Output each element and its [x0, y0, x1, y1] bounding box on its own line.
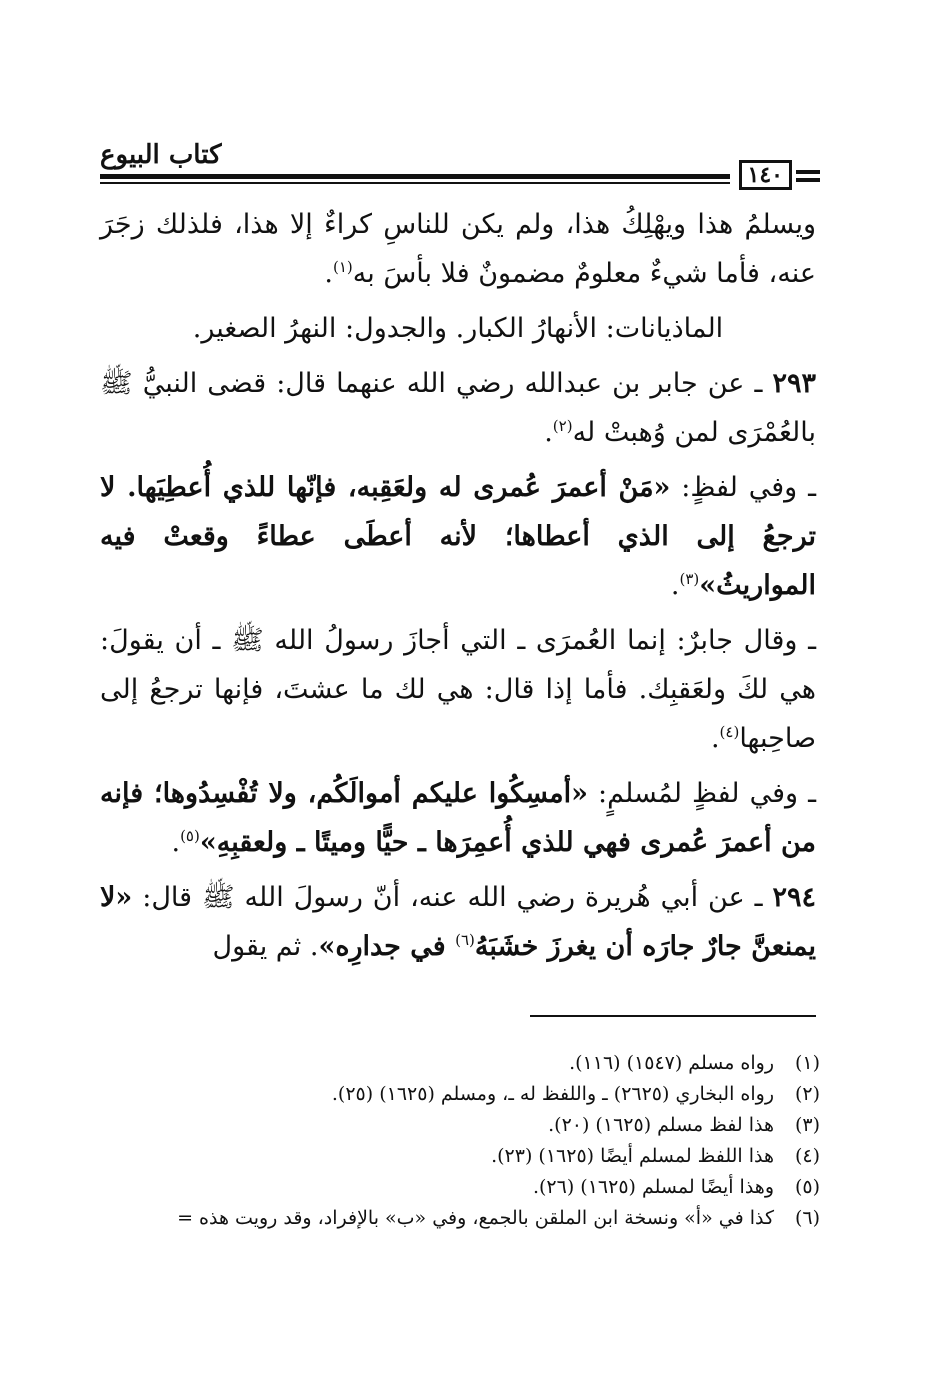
header-rule-thin: [100, 182, 730, 184]
quote-text: «أمسِكُوا عليكم أموالَكُم، ولا تُفْسِدُوها؛ فإنه من أعمرَ عُمرى فهي للذي أُعمِرَها ـ حيًّا وميتًا ـ ولعقبِهِ»: [100, 778, 816, 858]
paragraph-text: ـ عن جابر بن عبدالله رضي الله عنهما قال: قضى النبيُّ ﷺ بالعُمْرَى لمن وُهبتْ له: [100, 368, 816, 448]
paragraph-text: . ثم يقول: [212, 931, 319, 962]
footnote-number: (٣): [794, 1114, 820, 1136]
paragraph-text: ـ وقال جابرٌ: إنما العُمرَى ـ التي أجازَ رسولُ الله ﷺ ـ أن يقولَ: هي لكَ ولعَقبِك. فأما إذا قال: هي لك ما عشتَ، فإنها ترجعُ إلى صاحِبها: [100, 625, 816, 754]
footnote-text: رواه مسلم (١٥٤٧) (١١٦).: [569, 1052, 774, 1074]
punct: .: [171, 827, 181, 858]
footnote-ref: (١): [332, 258, 353, 276]
punct: .: [324, 258, 333, 289]
paragraph: [100, 200, 816, 298]
footnotes: [100, 1048, 820, 1234]
hadith-number: ٢٩٣: [772, 368, 816, 399]
hadith-number: ٢٩٤: [772, 882, 816, 913]
hadith-294: [100, 873, 816, 971]
paragraph-text: ـ وفي لفظٍ لمُسلمٍ:: [588, 778, 816, 809]
paragraph: [100, 616, 816, 763]
punct: .: [670, 570, 680, 601]
footnote-text: هذا لفظ مسلم (١٦٢٥) (٢٠).: [548, 1114, 774, 1136]
footnote-number: (٥): [794, 1176, 820, 1198]
punct: .: [544, 417, 553, 448]
header-rule-mark: [796, 170, 820, 174]
footnote-separator: [530, 1015, 816, 1017]
header-rule-mark: [796, 178, 820, 182]
footnote-ref: (٤): [719, 723, 740, 741]
footnote-text: وهذا أيضًا لمسلم (١٦٢٥) (٢٦).: [532, 1176, 774, 1198]
quote-text: في جدارِه»: [318, 931, 456, 962]
hadith-293: [100, 359, 816, 457]
quote-text: «مَنْ أعمرَ عُمرى له ولعَقِبه، فإنّها للذي أُعطِيَها. لا ترجعُ إلى الذي أعطاها؛ لأنه أعطَى عطاءً وقعتْ فيه المواريثُ»: [100, 472, 816, 601]
footnote-ref: (٥): [180, 827, 200, 845]
footnote-number: (٢): [794, 1083, 820, 1105]
footnote-item: [100, 1079, 820, 1110]
definition-line: [100, 304, 816, 353]
footnote-number: (٦): [794, 1207, 820, 1229]
footnote-text: رواه البخاري (٢٦٢٥) ـ واللفظ له ـ، ومسلم (١٦٢٥) (٢٥).: [331, 1083, 774, 1105]
punct: .: [710, 723, 720, 754]
footnote-text: هذا اللفظ لمسلم أيضًا (١٦٢٥) (٢٣).: [491, 1145, 774, 1167]
footnote-item: [100, 1048, 820, 1079]
footnote-ref: (٦): [455, 931, 475, 949]
page-header: [100, 140, 820, 188]
paragraph-text: ويسلمُ هذا ويهْلِكُ هذا، ولم يكن للناسِ كراءٌ إلا هذا، فلذلك زجَرَ عنه، فأما شيءٌ معلومٌ مضمونٌ فلا بأسَ به: [100, 209, 816, 289]
quote-text: «لا يمنعنَّ جارٌ جارَه أن يغرزَ خشَبَهُ: [100, 882, 816, 962]
paragraph-text: الماذيانات: الأنهارُ الكبار. والجدول: النهرُ الصغير.: [192, 313, 724, 344]
paragraph-text: ـ وفي لفظٍ:: [670, 472, 817, 503]
footnote-text: كذا في «أ» ونسخة ابن الملقن بالجمع، وفي «ب» بالإفراد، وقد رويت هذه =: [177, 1207, 774, 1229]
paragraph: [100, 769, 816, 867]
header-rule-thick: [100, 174, 730, 179]
book-title: كتاب البيوع: [100, 140, 222, 170]
paragraph-text: ـ عن أبي هُريرة رضي الله عنه، أنّ رسولَ الله ﷺ قال:: [132, 882, 763, 913]
paragraph: [100, 463, 816, 610]
footnote-number: (٤): [794, 1145, 820, 1167]
main-text: [100, 200, 816, 977]
footnote-item: [100, 1141, 820, 1172]
page-number: ١٤٠: [739, 160, 792, 190]
footnote-number: (١): [794, 1052, 820, 1074]
footnote-ref: (٣): [679, 570, 700, 588]
footnote-ref: (٢): [552, 417, 573, 435]
footnote-item: [100, 1172, 820, 1203]
footnote-item: [100, 1110, 820, 1141]
footnote-item: [100, 1203, 820, 1234]
